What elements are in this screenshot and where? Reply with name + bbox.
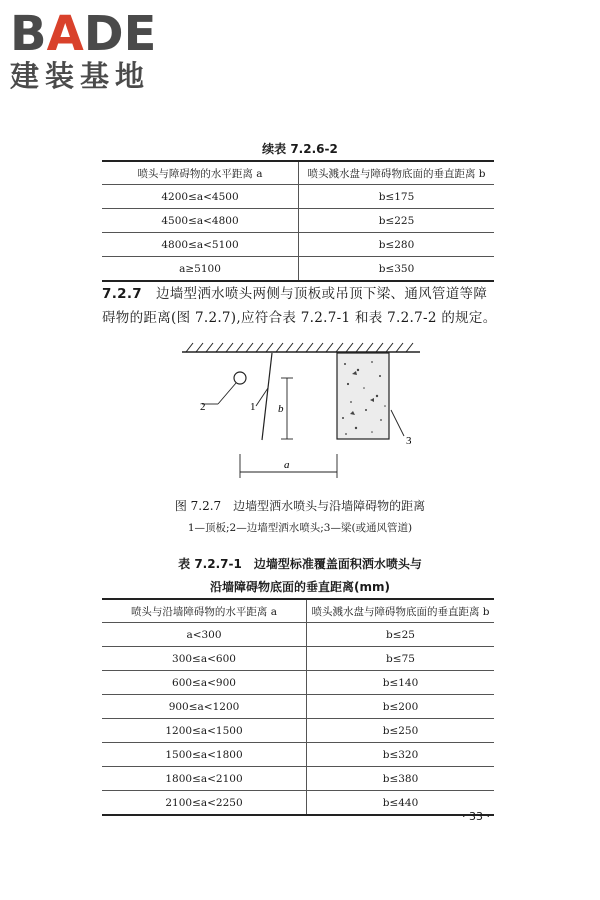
logo-wordmark: BADE <box>10 6 157 62</box>
label-2: 2 <box>200 401 206 413</box>
table-cell: b≤75 <box>307 647 495 671</box>
table-row <box>102 623 494 647</box>
table-cell: b≤440 <box>307 791 495 816</box>
table-row <box>102 719 494 743</box>
label-a: a <box>284 459 290 471</box>
table2-title-line2: 沿墙障碍物底面的垂直距离(mm) <box>210 580 390 594</box>
label-b: b <box>278 403 284 415</box>
figure-diagram <box>180 340 420 480</box>
table-cell: a≥5100 <box>102 257 299 282</box>
table-cell: 900≤a<1200 <box>102 695 307 719</box>
table-cell: 4800≤a<5100 <box>102 233 299 257</box>
label-3: 3 <box>406 435 412 447</box>
table-cell: b≤175 <box>299 185 495 209</box>
table-row <box>102 233 494 257</box>
table-header-cell: 喷头与障碍物的水平距离 a <box>102 161 299 185</box>
table-header-cell: 喷头溅水盘与障碍物底面的垂直距离 b <box>307 599 495 623</box>
table-cell: 1200≤a<1500 <box>102 719 307 743</box>
table-header-row <box>102 161 494 185</box>
table-cell: 300≤a<600 <box>102 647 307 671</box>
table-row <box>102 257 494 282</box>
table-header-cell: 喷头与沿墙障碍物的水平距离 a <box>102 599 307 623</box>
figure-note: 1—顶板;2—边墙型洒水喷头;3—梁(或通风管道) <box>187 522 413 534</box>
table-row <box>102 695 494 719</box>
section-number: 7.2.7 <box>102 286 142 302</box>
logo-subtitle: 建装基地 <box>10 59 151 93</box>
label-1: 1 <box>250 401 256 413</box>
table2 <box>102 598 494 816</box>
ceiling-hatching <box>186 343 413 352</box>
table-row <box>102 791 494 816</box>
figure-caption: 图 7.2.7 边墙型洒水喷头与沿墙障碍物的距离 <box>174 499 426 513</box>
table-cell: a<300 <box>102 623 307 647</box>
table-cell: b≤250 <box>307 719 495 743</box>
sprinkler-head <box>234 372 246 384</box>
table1-title: 续表 7.2.6-2 <box>262 142 338 156</box>
section-paragraph <box>102 282 498 330</box>
table-cell: b≤225 <box>299 209 495 233</box>
table-header-cell: 喷头溅水盘与障碍物底面的垂直距离 b <box>299 161 495 185</box>
table-row <box>102 767 494 791</box>
table-row <box>102 209 494 233</box>
table-cell: b≤380 <box>307 767 495 791</box>
table-cell: b≤200 <box>307 695 495 719</box>
table-row <box>102 185 494 209</box>
table-header-row <box>102 599 494 623</box>
beam-block <box>337 353 389 439</box>
table-cell: 1500≤a<1800 <box>102 743 307 767</box>
sprinkler-wall-line <box>262 353 272 440</box>
table-cell: b≤25 <box>307 623 495 647</box>
table-cell: 2100≤a<2250 <box>102 791 307 816</box>
table-cell: b≤280 <box>299 233 495 257</box>
table-cell: 4200≤a<4500 <box>102 185 299 209</box>
table-row <box>102 671 494 695</box>
table-cell: 1800≤a<2100 <box>102 767 307 791</box>
table-cell: 4500≤a<4800 <box>102 209 299 233</box>
table-row <box>102 647 494 671</box>
table1 <box>102 160 494 282</box>
brand-logo <box>10 6 200 93</box>
table-row <box>102 743 494 767</box>
page-number: · 33 · <box>462 810 490 823</box>
table-cell: b≤320 <box>307 743 495 767</box>
table-cell: b≤140 <box>307 671 495 695</box>
leader-line-2 <box>218 383 236 404</box>
table-cell: b≤350 <box>299 257 495 282</box>
table-cell: 600≤a<900 <box>102 671 307 695</box>
leader-line-3 <box>391 410 404 436</box>
table2-title-line1: 表 7.2.7-1 边墙型标准覆盖面积洒水喷头与 <box>178 557 422 571</box>
section-text: 边墙型洒水喷头两侧与顶板或吊顶下梁、通风管道等障碍物的距离(图 7.2.7),应符合表 7.2.7-1 和表 7.2.7-2 的规定。 <box>102 286 497 326</box>
